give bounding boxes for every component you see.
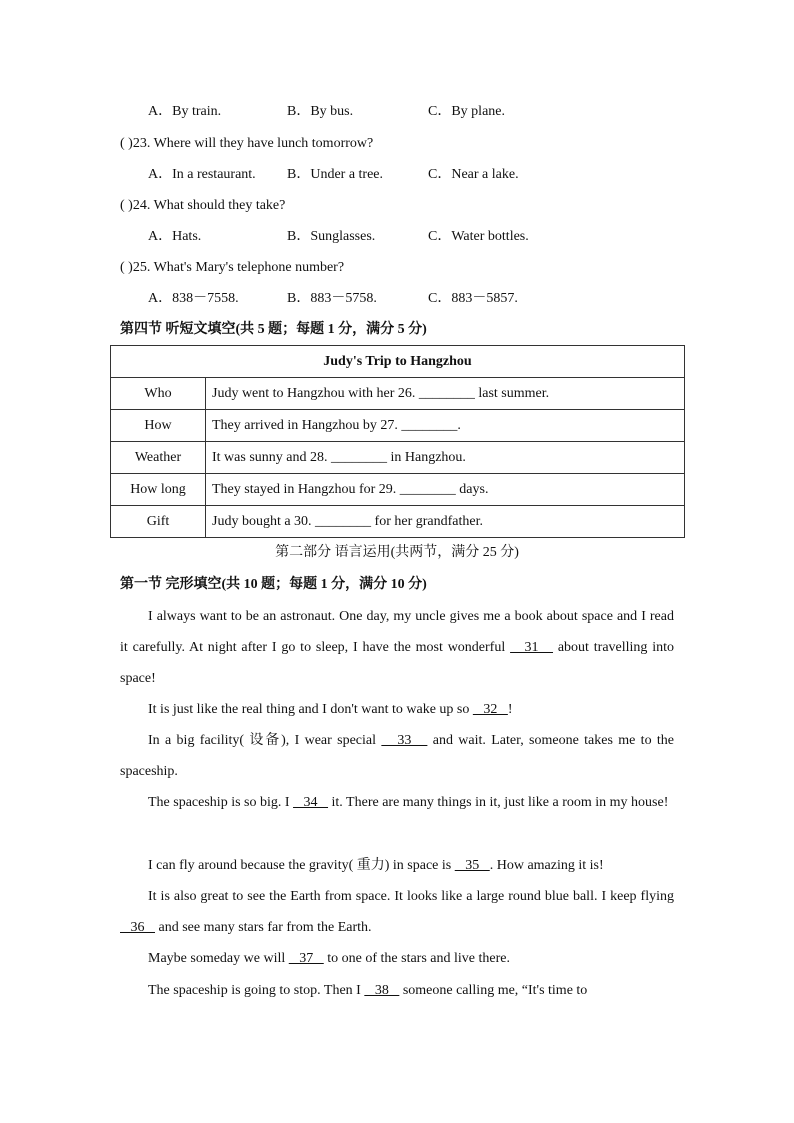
option-b: B．883－5758. (287, 291, 377, 306)
option-c: C．Water bottles. (428, 229, 529, 244)
row-content: They arrived in Hangzhou by 27. ________. (206, 410, 685, 442)
question-25: ( )25. What's Mary's telephone number? (120, 260, 345, 275)
section-heading: 第四节 听短文填空(共 5 题；每题 1 分，满分 5 分) (120, 322, 427, 337)
blank-34: 34 (293, 795, 329, 810)
table-title: Judy's Trip to Hangzhou (111, 346, 685, 378)
option-b: B．By bus. (287, 104, 354, 119)
paragraph-text: and see many stars far from the Earth. (158, 920, 372, 935)
paragraph-text: . How amazing it is! (489, 858, 604, 873)
row-content: Judy went to Hangzhou with her 26. ________ last summer. (206, 378, 685, 410)
paragraph-text: Maybe someday we will (148, 951, 286, 966)
paragraph-text: it. There are many things in it, just like a room in my house! (331, 795, 669, 810)
option-a: A．Hats. (148, 229, 202, 244)
paragraph-text: The spaceship is so big. I (148, 795, 290, 810)
passage-paragraph (120, 601, 674, 694)
table-row (111, 474, 685, 506)
passage-paragraph (120, 975, 674, 1006)
option-a: A．838－7558. (148, 291, 239, 306)
question-23: ( )23. Where will they have lunch tomorrow? (120, 136, 374, 151)
blank-33: 33 (381, 733, 428, 748)
option-b: B．Under a tree. (287, 167, 384, 182)
row-label: Gift (111, 506, 206, 538)
paragraph-text: and wait. Later, someone takes me to the spaceship. (120, 733, 675, 779)
blank-32: 32 (472, 702, 508, 717)
row-content: Judy bought a 30. ________ for her grandfather. (206, 506, 685, 538)
option-b: B．Sunglasses. (287, 229, 376, 244)
paragraph-text: I can fly around because the gravity( 重力) in space is (148, 858, 452, 873)
option-c: C．Near a lake. (428, 167, 519, 182)
blank-36: 36 (120, 920, 155, 935)
table-header-row (111, 346, 685, 378)
paragraph-text: about travelling into space! (120, 640, 675, 686)
paragraph-text: I always want to be an astronaut. One day, my uncle gives me a book about space and I read it carefully. At night after I go to sleep, I have the most wonderful (120, 609, 674, 655)
row-label: Who (111, 378, 206, 410)
passage-paragraph (120, 943, 674, 974)
option-a: A．By train. (148, 104, 222, 119)
row-label: Weather (111, 442, 206, 474)
blank-35: 35 (454, 858, 490, 873)
paragraph-text: The spaceship is going to stop. Then I (148, 983, 361, 998)
table-row (111, 410, 685, 442)
row-label: How long (111, 474, 206, 506)
paragraph-text: In a big facility( 设备), I wear special (148, 733, 377, 748)
passage-paragraph (120, 725, 674, 787)
blank-31: 31 (510, 640, 554, 655)
option-c: C．883－5857. (428, 291, 518, 306)
row-content: It was sunny and 28. ________ in Hangzhou. (206, 442, 685, 474)
table-row (111, 442, 685, 474)
passage-paragraph (120, 850, 674, 881)
passage-paragraph (120, 881, 674, 943)
passage-paragraph (120, 787, 674, 818)
blank-37: 37 (288, 951, 324, 966)
blank-38: 38 (364, 983, 400, 998)
row-content: They stayed in Hangzhou for 29. ________ days. (206, 474, 685, 506)
question-24: ( )24. What should they take? (120, 198, 286, 213)
row-label: How (111, 410, 206, 442)
paragraph-text: It is also great to see the Earth from space. It looks like a large round blue ball. I keep flying (148, 889, 674, 904)
table-row (111, 378, 685, 410)
section-heading: 第一节 完形填空(共 10 题；每题 1 分，满分 10 分) (120, 577, 427, 592)
paragraph-text: ! (507, 702, 513, 717)
part-heading: 第二部分 语言运用(共两节，满分 25 分) (275, 545, 519, 560)
trip-table (110, 345, 685, 538)
paragraph-text: to one of the stars and live there. (327, 951, 510, 966)
option-c: C．By plane. (428, 104, 505, 119)
paragraph-text: someone calling me, “It's time to (402, 983, 588, 998)
paragraph-text: It is just like the real thing and I don't want to wake up so (148, 702, 470, 717)
table-row (111, 506, 685, 538)
option-a: A．In a restaurant. (148, 167, 256, 182)
passage-paragraph (120, 694, 674, 725)
